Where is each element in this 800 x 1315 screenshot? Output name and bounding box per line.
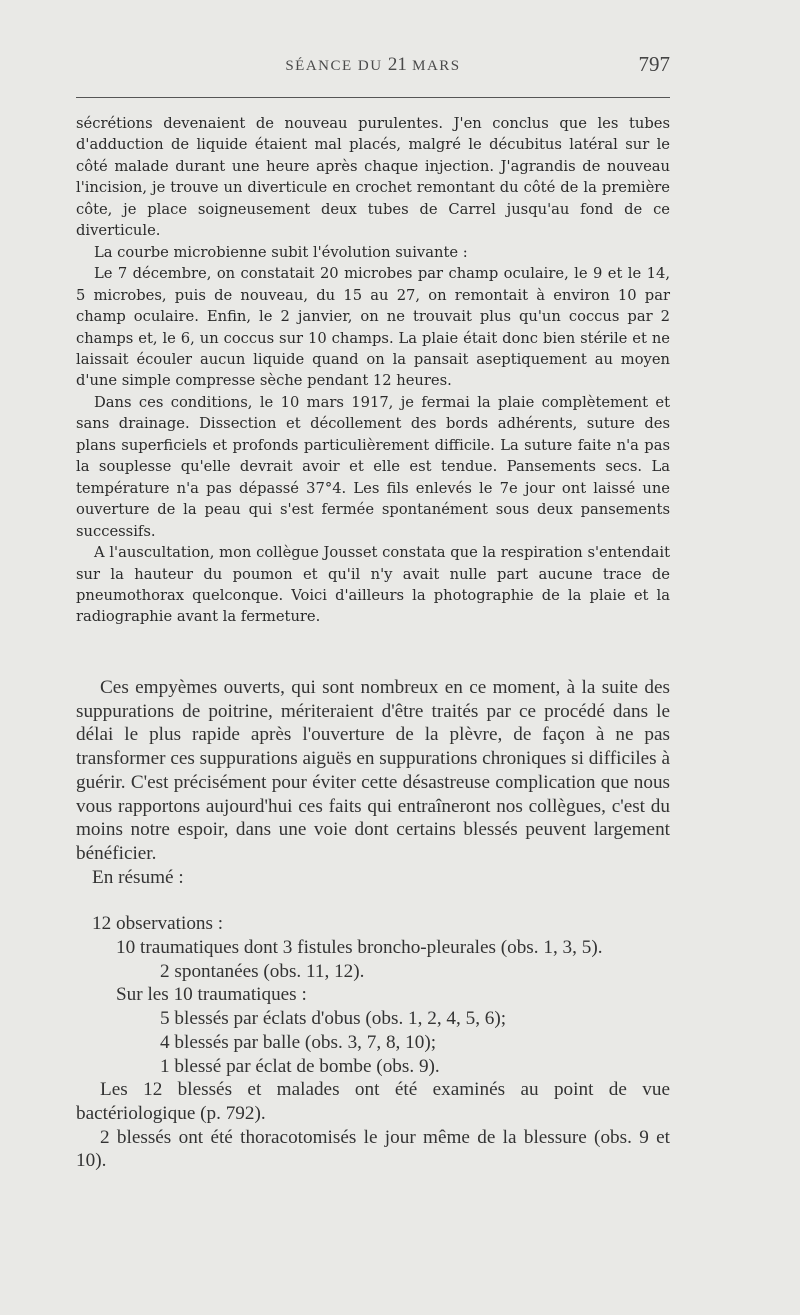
- page-header: [76, 54, 670, 80]
- paragraph-thoracotomises: 2 blessés ont été thoracotomisés le jour même de la blessure (obs. 9 et 10).: [76, 1126, 670, 1172]
- paragraph-auscultation: A l'auscultation, mon collègue Jousset constata que la respiration s'entendait sur la hauteur du poumon et qu'il n'y avait nulle part aucune trace de pneumothorax quelconque. Voici d'ailleurs la photographie de la plaie et la radiographie avant la fermeture.: [76, 544, 670, 626]
- paragraph-decembre: Le 7 décembre, on constatait 20 microbes par champ oculaire, le 9 et le 14, 5 microbes, puis de nouveau, du 15 au 27, on remontait à environ 10 par champ oculaire. Enfin, le 2 janvier, on ne trouvait plus qu'un coccus par 2 champs et, le 6, un coccus sur 10 champs. La plaie était donc bien stérile et ne laissait écouler aucun liquide quand on la pansait aseptiquement au moyen d'une simple compresse sèche pendant 12 heures.: [76, 265, 670, 390]
- small-print-section: [76, 113, 670, 628]
- sur-les-traumatiques: Sur les 10 traumatiques :: [116, 984, 307, 1006]
- observations-traumatiques: 10 traumatiques dont 3 fistules broncho-pleurales (obs. 1, 3, 5).: [116, 937, 603, 959]
- header-rule: [76, 97, 670, 98]
- running-title-post: MARS: [406, 58, 461, 74]
- running-title-day: 21: [387, 54, 407, 75]
- resume-heading: En résumé :: [92, 866, 184, 888]
- spacer: [76, 889, 670, 912]
- paragraph-secretions: sécrétions devenaient de nouveau purulentes. J'en conclus que les tubes d'adduction de liquide étaient mal placés, malgré le décubitus latéral sur le côté malade durant une heure après chaque injection. J'agrandis de nouveau l'incision, je trouve un diverticule en crochet remontant du côté de la première côte, je place soigneusement deux tubes de Carrel jusqu'au fond de ce diverticule.: [76, 115, 670, 240]
- observations-total: 12 observations :: [92, 913, 224, 935]
- page-number: 797: [638, 52, 670, 76]
- observations-spontanees: 2 spontanées (obs. 11, 12).: [160, 960, 365, 982]
- main-text-section: [76, 676, 670, 1173]
- running-title-pre: SÉANCE DU: [285, 58, 388, 74]
- paragraph-conditions: Dans ces conditions, le 10 mars 1917, je fermai la plaie complètement et sans drainage. Dissection et décollement des bords adhérents, suture des plans superficiels et profonds particulièrement difficile. La suture faite n'a pas la souplesse qu'elle devrait avoir et elle est tendue. Pansements secs. La température n'a pas dépassé 37°4. Les fils enlevés le 7e jour ont laissé une ouverture de la peau qui s'est fermée spontanément sous deux pansements successifs.: [76, 393, 670, 540]
- running-title: [76, 54, 670, 76]
- paragraph-bacteriologique: Les 12 blessés et malades ont été examinés au point de vue bactériologique (p. 792).: [76, 1079, 670, 1124]
- paragraph-empyemes: Ces empyèmes ouverts, qui sont nombreux en ce moment, à la suite des suppurations de poitrine, mériteraient d'être traités par ce procédé dans le délai le plus rapide après l'ouverture de la plèvre, de façon à ne pas transformer ces suppurations aiguës en suppurations chroniques si difficiles à guérir. C'est précisément pour éviter cette désastreuse complication que nous vous rapportons aujourd'hui ces faits qui entraîneront nos collègues, c'est du moins notre espoir, dans une voie dont certains blessés peuvent largement bénéficier.: [76, 677, 670, 864]
- blesses-obus: 5 blessés par éclats d'obus (obs. 1, 2, 4, 5, 6);: [160, 1008, 507, 1030]
- blesse-bombe: 1 blessé par éclat de bombe (obs. 9).: [160, 1055, 440, 1077]
- paragraph-courbe: La courbe microbienne subit l'évolution suivante :: [94, 243, 468, 261]
- blesses-balle: 4 blessés par balle (obs. 3, 7, 8, 10);: [160, 1031, 437, 1053]
